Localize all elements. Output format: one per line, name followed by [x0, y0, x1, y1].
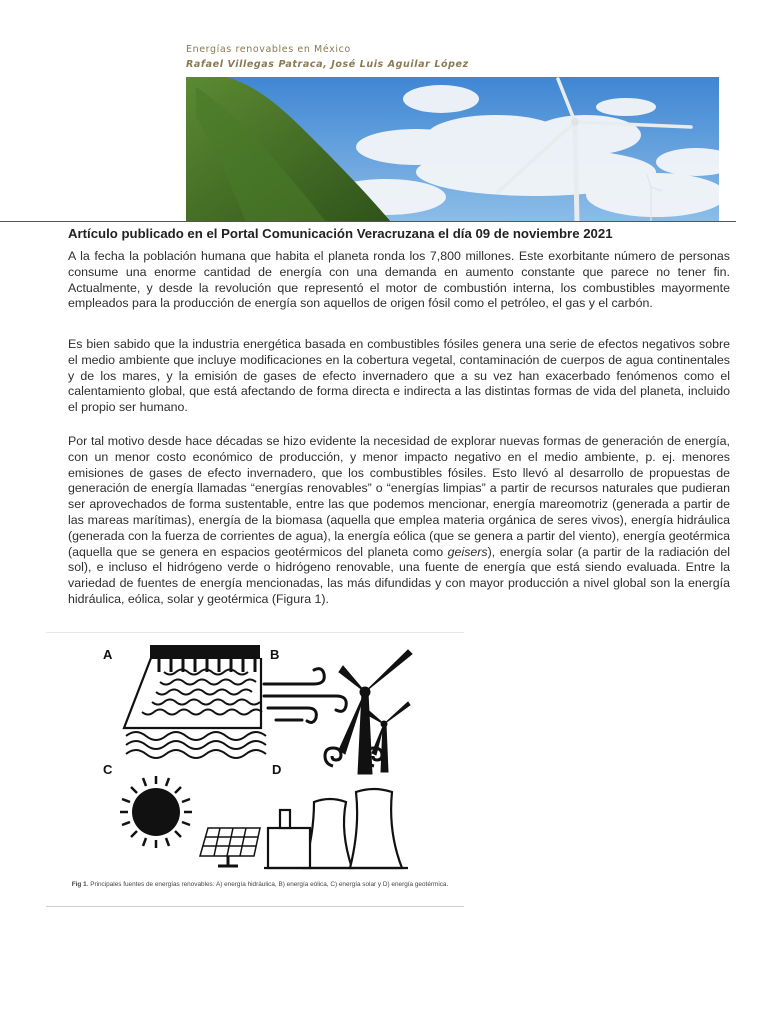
wind-turbine-icon: [339, 650, 412, 774]
paragraph-3-text-a: Por tal motivo desde hace décadas se hizo evidente la necesidad de explorar nuevas formas de generación de energía, con un menor costo económico de producción, y menor impacto negativo en el medio ambiente, p. ej. menores emisiones de gases de efecto invernadero, que los combustibles fósiles. Esto llevó al desarrollo de propuestas de generación de energía llamadas “energías renovables” o “energías limpias” a partir de recursos naturales que pudieran ser aprovechados de forma sustentable, entre las que podemos mencionar, energía mareomotriz (generada a partir de las mareas marítimas), energía de la biomasa (aquella que emplea materia orgánica de seres vivos), energía hidráulica (generada con la fuerza de corrientes de agua), la energía eólica (que se genera a partir del viento), energía geotérmica (aquella que se genera en espacios geotérmicos del planeta como: [68, 434, 730, 559]
panel-label-a: A: [103, 647, 113, 662]
paragraph-3-italic: geisers: [447, 544, 488, 559]
caption-label: Fig 1: [71, 881, 87, 888]
series-header: Energías renovables en México: [186, 44, 351, 55]
paragraph-3-text-b: ), energía solar (a partir de la radiación del sol), e incluso el hidrógeno verde o hidrógeno renovable, una fuente de energía que está siendo evaluada. Entre la variedad de fuentes de energía mencionadas, las más difundidas y con mayor producción a nivel global son la energía hidráulica, eólica, solar y geotérmica (Figura 1).: [68, 544, 730, 606]
title-rule: [0, 221, 736, 222]
figure-bottom-rule: [46, 906, 464, 907]
figure-caption: [60, 881, 460, 890]
panel-label-b: B: [270, 647, 280, 662]
paragraph-1: A la fecha la población humana que habita el planeta ronda los 7,800 millones. Este exorbitante número de personas consume una enorme cantidad de energía con una demanda en aumento constante que parece no tener fin. Actualmente, y desde la revolución que representó el motor de combustión interna, los combustibles mayormente empleados para la producción de energía son aquellos de origen fósil como el petróleo, el gas y el carbón.: [68, 249, 730, 311]
banner-image: [186, 77, 719, 222]
sun-icon: [120, 776, 192, 848]
wind-gust-icon: [264, 669, 346, 723]
figure-1: [46, 632, 464, 908]
solar-panel-icon: [200, 828, 260, 866]
figure-illustration: [46, 632, 464, 880]
paragraph-2: Es bien sabido que la industria energética basada en combustibles fósiles genera una serie de efectos negativos sobre el medio ambiente que incluye modificaciones en la cobertura vegetal, contaminación de cuerpos de agua continentales y de los mares, y la emisión de gases de efecto invernadero que a su vez han exacerbado fenómenos como el calentamiento global, que está afectando de forma directa e indirecta a las distintas formas de vida del planeta, incluido el propio ser humano.: [68, 337, 730, 415]
panel-label-d: D: [272, 762, 282, 777]
authors-header: Rafael Villegas Patraca, José Luis Aguilar López: [186, 59, 469, 70]
caption-text: . Principales fuentes de energías renovables: A) energía hidráulica, B) energía eólica, C) energía solar y D) energía geotérmica.: [86, 881, 449, 888]
panel-label-c: C: [103, 762, 113, 777]
paragraph-3: [68, 434, 730, 608]
article-title: Artículo publicado en el Portal Comunicación Veracruzana el día 09 de noviembre 2021: [68, 226, 613, 241]
dam-icon: [124, 646, 266, 758]
